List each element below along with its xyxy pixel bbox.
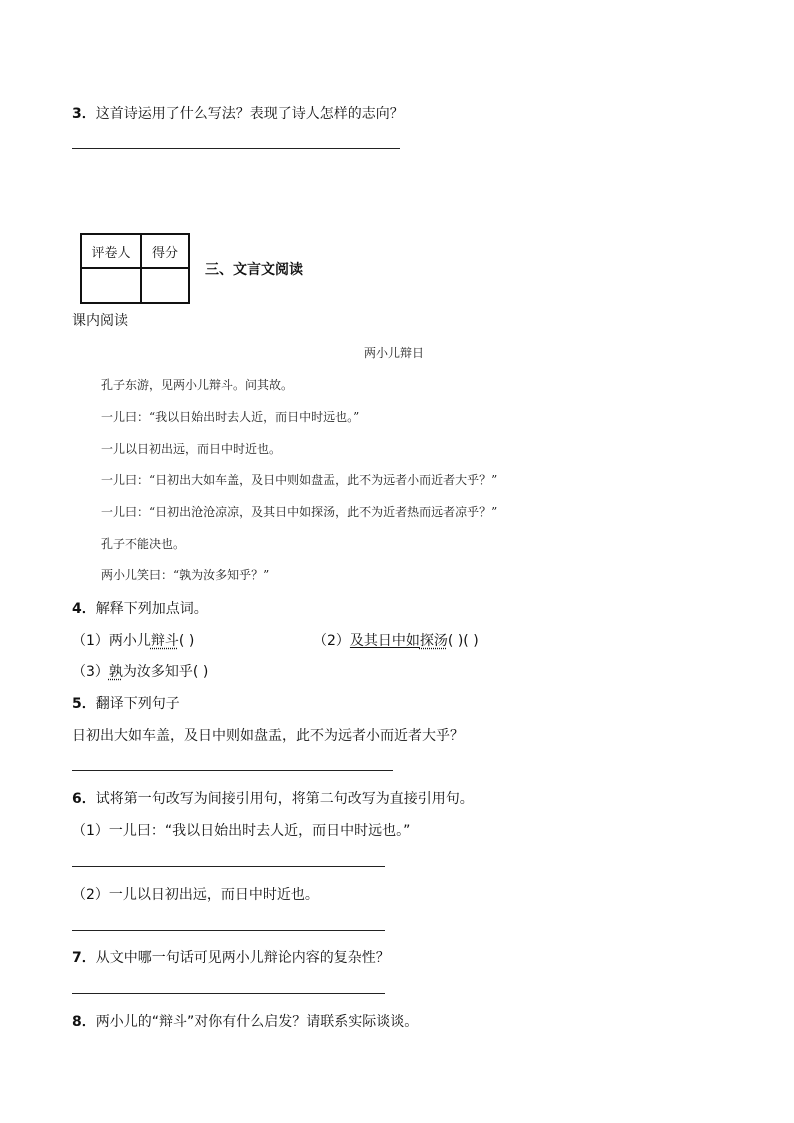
passage-line: 一儿以日初出远，而日中时近也。 xyxy=(101,442,282,456)
answer-blank[interactable]: ( ) xyxy=(192,664,209,680)
question-text: 试将第一句改写为间接引用句，将第二句改写为直接引用句。 xyxy=(95,791,474,807)
passage-line: 两小儿笑曰：“孰为汝多知乎？” xyxy=(101,568,270,582)
item-label: （2） xyxy=(313,633,350,649)
question-3 xyxy=(72,103,404,123)
question-number: 5． xyxy=(72,696,96,712)
passage-line: 孔子东游，见两小儿辩斗。问其故。 xyxy=(101,378,294,392)
item-label: （1） xyxy=(72,633,109,649)
question-text: 两小儿的“辩斗”对你有什么启发？请联系实际谈谈。 xyxy=(95,1014,419,1030)
question-text: 解释下列加点词。 xyxy=(95,601,208,617)
answer-line[interactable] xyxy=(72,993,385,994)
section-title: 三、文言文阅读 xyxy=(205,262,303,278)
question-text: 从文中哪一句话可见两小儿辩论内容的复杂性？ xyxy=(95,950,390,966)
score-header: 得分 xyxy=(141,234,189,268)
answer-line[interactable] xyxy=(72,770,393,771)
sub-title: 课内阅读 xyxy=(72,313,128,329)
dotted-word: 探汤 xyxy=(419,633,448,649)
question-number: 7． xyxy=(72,950,96,966)
item-text: 及其日中如 xyxy=(349,633,420,649)
q4-item-3 xyxy=(72,661,208,681)
score-cell xyxy=(141,268,189,303)
answer-line[interactable] xyxy=(72,148,400,149)
question-6 xyxy=(72,788,474,808)
q4-item-2 xyxy=(313,630,479,650)
passage-line: 一儿曰：“日初出沧沧凉凉，及其日中如探汤，此不为近者热而远者凉乎？” xyxy=(101,505,498,519)
item-text: 为汝多知乎 xyxy=(122,664,193,680)
item-text: 两小儿 xyxy=(108,633,151,649)
answer-blank[interactable]: ( )( ) xyxy=(447,633,479,649)
passage-line: 孔子不能决也。 xyxy=(101,537,186,551)
question-text: 这首诗运用了什么写法？表现了诗人怎样的志向？ xyxy=(95,106,404,122)
grading-table xyxy=(80,233,190,304)
dotted-word: 孰 xyxy=(108,664,123,680)
question-number: 4． xyxy=(72,601,96,617)
answer-line[interactable] xyxy=(72,866,385,867)
question-text: 翻译下列句子 xyxy=(95,696,180,712)
passage-title: 两小儿辩日 xyxy=(364,346,425,360)
grader-header: 评卷人 xyxy=(81,234,141,268)
dotted-word: 辩斗 xyxy=(150,633,179,649)
passage-line: 一儿曰：“我以日始出时去人近，而日中时远也。” xyxy=(101,410,360,424)
q5-sentence: 日初出大如车盖，及日中则如盘盂，此不为远者小而近者大乎？ xyxy=(72,728,464,744)
q6-sentence-2: （2）一儿以日初出远，而日中时近也。 xyxy=(72,887,319,903)
answer-line[interactable] xyxy=(72,930,385,931)
question-5 xyxy=(72,693,180,713)
grader-cell xyxy=(81,268,141,303)
question-number: 6． xyxy=(72,791,96,807)
question-4 xyxy=(72,598,208,618)
question-number: 8． xyxy=(72,1014,96,1030)
question-7 xyxy=(72,947,390,967)
question-8 xyxy=(72,1011,418,1031)
item-label: （3） xyxy=(72,664,109,680)
answer-blank[interactable]: ( ) xyxy=(178,633,195,649)
question-number: 3． xyxy=(72,106,96,122)
q4-item-1 xyxy=(72,630,194,650)
q6-sentence-1: （1）一儿曰：“我以日始出时去人近，而日中时远也。” xyxy=(72,823,411,839)
passage-line: 一儿曰：“日初出大如车盖，及日中则如盘盂，此不为远者小而近者大乎？” xyxy=(101,473,498,487)
